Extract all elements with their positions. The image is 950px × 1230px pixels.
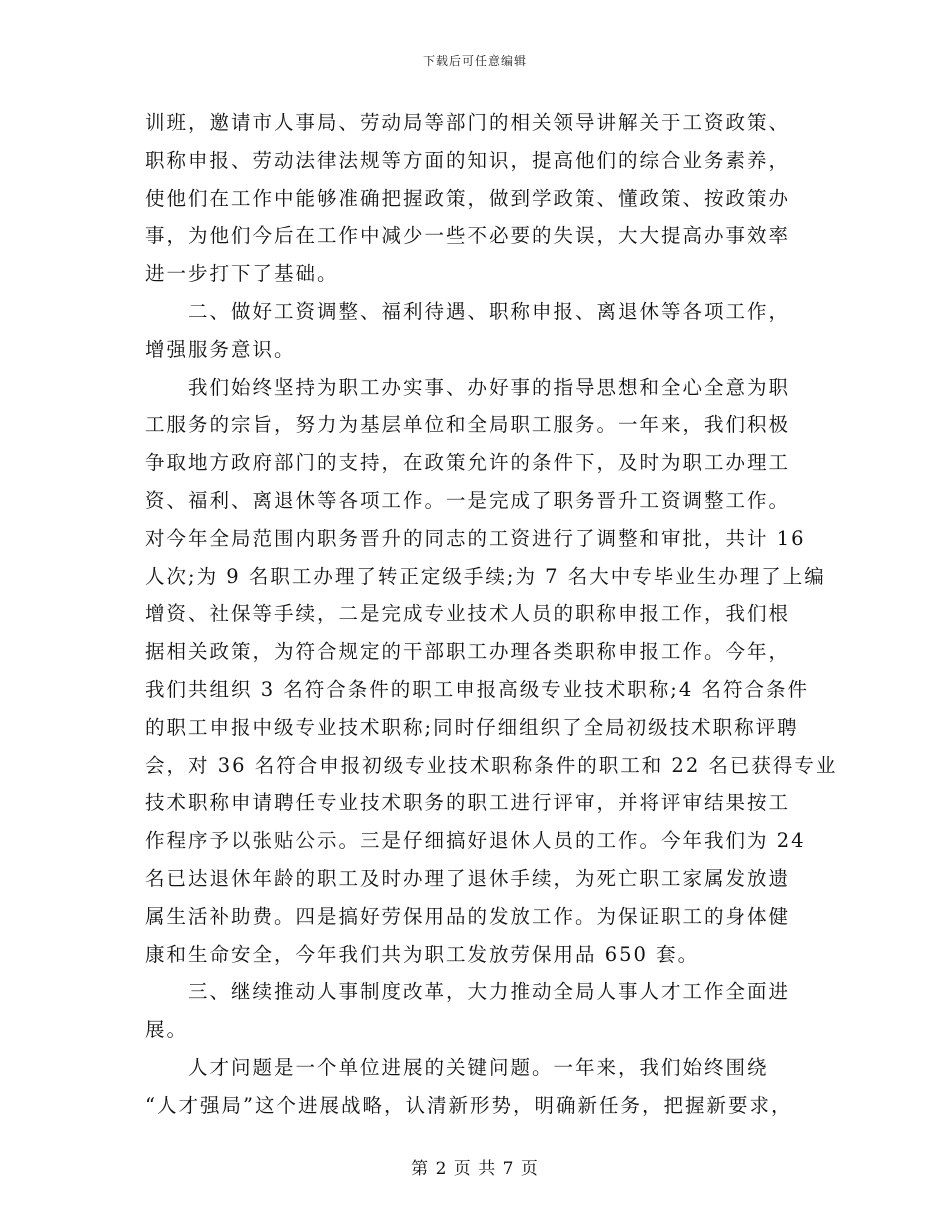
text-line: 对今年全局范围内职务晋升的同志的工资进行了调整和审批，共计 16 — [145, 526, 806, 550]
text-line: 资、福利、离退休等各项工作。一是完成了职务晋升工资调整工作。 — [145, 488, 791, 512]
text-line: 人次;为 9 名职工办理了转正定级手续;为 7 名大中专毕业生办理了上编 — [145, 564, 826, 588]
document-body — [145, 104, 838, 1125]
text-line: 我们共组织 3 名符合条件的职工申报高级专业技术职称;4 名符合条件 — [145, 677, 809, 701]
text-line: 康和生命安全，今年我们共为职工发放劳保用品 650 套。 — [145, 942, 700, 966]
page-header: 下载后可任意编辑 — [422, 54, 527, 68]
text-line: 事，为他们今后在工作中减少一些不必要的失误，大大提高办事效率 — [145, 224, 791, 248]
text-line: 属生活补助费。四是搞好劳保用品的发放工作。为保证职工的身体健 — [145, 904, 791, 928]
text-line: 人才问题是一个单位进展的关键问题。一年来，我们始终围绕 — [145, 1055, 769, 1079]
section-heading-line: 增强服务意识。 — [145, 337, 296, 361]
text-line: 争取地方政府部门的支持，在政策允许的条件下，及时为职工办理工 — [145, 451, 791, 475]
text-line: 据相关政策，为符合规定的干部职工办理各类职称申报工作。今年， — [145, 640, 791, 664]
text-line: 作程序予以张贴公示。三是仔细搞好退休人员的工作。今年我们为 24 — [145, 829, 806, 853]
text-line: 的职工申报中级专业技术职称;同时仔细组织了全局初级技术职称评聘 — [145, 715, 799, 739]
text-line: 训班，邀请市人事局、劳动局等部门的相关领导讲解关于工资政策、 — [145, 111, 791, 134]
page-number-footer: 第 2 页 共 7 页 — [411, 1159, 539, 1179]
text-line: 会，对 36 名符合申报初级专业技术职称条件的职工和 22 名已获得专业 — [145, 753, 838, 777]
text-line: 使他们在工作中能够准确把握政策，做到学政策、懂政策、按政策办 — [145, 186, 791, 210]
text-line: 职称申报、劳动法律法规等方面的知识，提高他们的综合业务素养， — [145, 148, 791, 172]
text-line: “人才强局”这个进展战略，认清新形势，明确新任务，把握新要求， — [145, 1093, 793, 1117]
text-line: 名已达退休年龄的职工及时办理了退休手续，为死亡职工家属发放遗 — [145, 866, 791, 890]
section-heading-line: 二、做好工资调整、福利待遇、职称申报、离退休等各项工作， — [145, 299, 791, 323]
text-line: 进一步打下了基础。 — [145, 262, 339, 286]
text-line: 技术职称申请聘任专业技术职务的职工进行评审，并将评审结果按工 — [145, 791, 791, 815]
text-line: 增资、社保等手续，二是完成专业技术人员的职称申报工作，我们根 — [145, 602, 791, 626]
text-line: 工服务的宗旨，努力为基层单位和全局职工服务。一年来，我们积极 — [145, 413, 791, 437]
text-line: 我们始终坚持为职工办实事、办好事的指导思想和全心全意为职 — [145, 375, 791, 399]
section-heading-line: 展。 — [145, 1018, 189, 1042]
section-heading-line: 三、继续推动人事制度改革，大力推动全局人事人才工作全面进 — [145, 980, 791, 1004]
